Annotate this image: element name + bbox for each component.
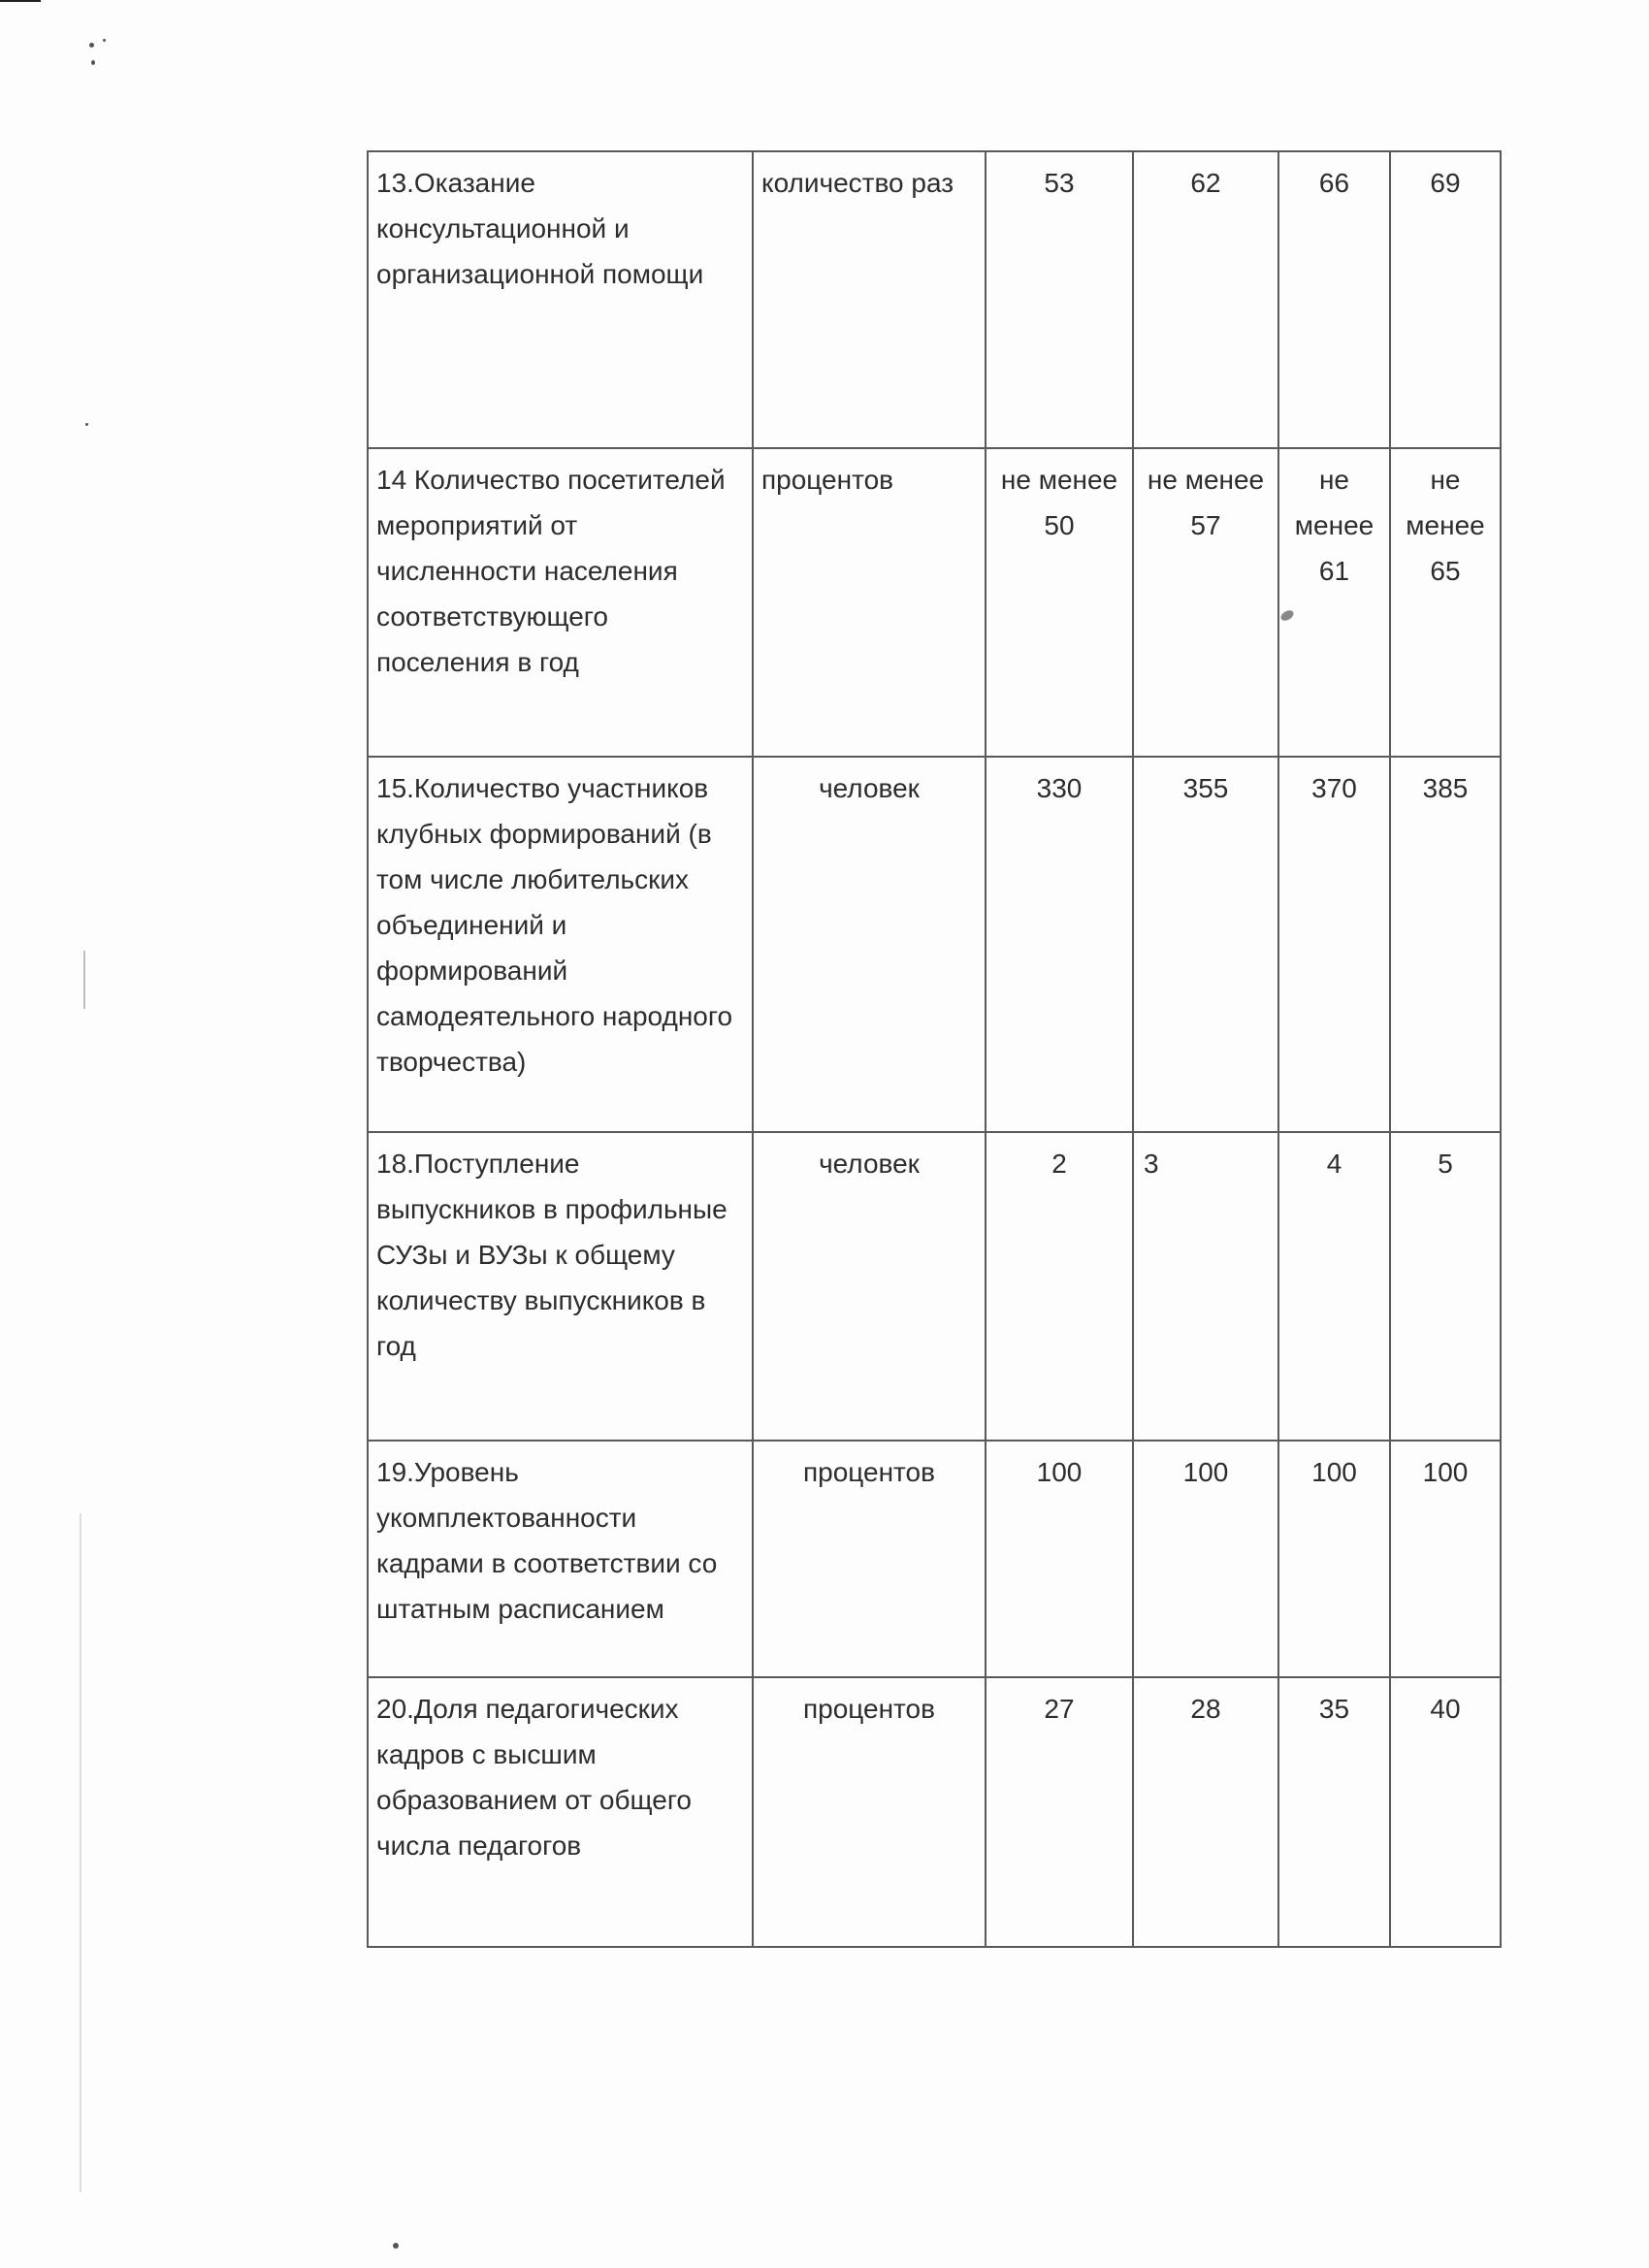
indicator-name: 19.Уровень укомплектованности кадрами в соответствии со штатным расписанием bbox=[368, 1441, 753, 1677]
value-cell: 355 bbox=[1133, 757, 1278, 1132]
value-cell: не менее 65 bbox=[1390, 448, 1501, 757]
value-cell: 66 bbox=[1278, 151, 1390, 448]
value-cell: не менее 50 bbox=[986, 448, 1133, 757]
value-cell: 5 bbox=[1390, 1132, 1501, 1441]
value-cell: 40 bbox=[1390, 1677, 1501, 1947]
table-row bbox=[368, 151, 1501, 448]
table-row bbox=[368, 448, 1501, 757]
scan-streak bbox=[83, 951, 85, 1009]
unit-cell: процентов bbox=[753, 448, 986, 757]
indicator-name: 15.Количество участников клубных формирований (в том числе любительских объединений и формирований самодеятельного народного творчества) bbox=[368, 757, 753, 1132]
table-row bbox=[368, 1132, 1501, 1441]
value-cell: 27 bbox=[986, 1677, 1133, 1947]
value-cell: 3 bbox=[1133, 1132, 1278, 1441]
unit-cell: процентов bbox=[753, 1441, 986, 1677]
value-cell: 35 bbox=[1278, 1677, 1390, 1947]
scan-speck bbox=[103, 39, 106, 42]
value-cell: 100 bbox=[1390, 1441, 1501, 1677]
value-cell: 2 bbox=[986, 1132, 1133, 1441]
value-cell: 53 bbox=[986, 151, 1133, 448]
scan-streak bbox=[80, 1513, 81, 2192]
table-row bbox=[368, 1677, 1501, 1947]
indicator-name: 18.Поступление выпускников в профильные СУЗы и ВУЗы к общему количеству выпускников в год bbox=[368, 1132, 753, 1441]
unit-cell: количество раз bbox=[753, 151, 986, 448]
value-cell: 100 bbox=[1278, 1441, 1390, 1677]
scan-speck bbox=[91, 60, 95, 65]
scan-speck bbox=[85, 423, 88, 426]
value-cell: не менее 57 bbox=[1133, 448, 1278, 757]
value-cell: 100 bbox=[1133, 1441, 1278, 1677]
scan-edge-mark bbox=[0, 0, 41, 2]
unit-cell: человек bbox=[753, 757, 986, 1132]
value-cell: 62 bbox=[1133, 151, 1278, 448]
table-row bbox=[368, 1441, 1501, 1677]
unit-cell: процентов bbox=[753, 1677, 986, 1947]
value-cell: 28 bbox=[1133, 1677, 1278, 1947]
indicator-name: 20.Доля педагогических кадров с высшим образованием от общего числа педагогов bbox=[368, 1677, 753, 1947]
scan-speck bbox=[89, 43, 94, 48]
value-cell: 330 bbox=[986, 757, 1133, 1132]
metrics-table bbox=[367, 150, 1502, 1948]
value-cell: 370 bbox=[1278, 757, 1390, 1132]
value-cell: 69 bbox=[1390, 151, 1501, 448]
value-cell: 100 bbox=[986, 1441, 1133, 1677]
value-cell: не менее 61 bbox=[1278, 448, 1390, 757]
table-row bbox=[368, 757, 1501, 1132]
value-cell: 385 bbox=[1390, 757, 1501, 1132]
unit-cell: человек bbox=[753, 1132, 986, 1441]
scan-speck bbox=[393, 2243, 399, 2249]
indicator-name: 13.Оказание консультационной и организационной помощи bbox=[368, 151, 753, 448]
indicator-name: 14 Количество посетителей мероприятий от численности населения соответствующего поселения в год bbox=[368, 448, 753, 757]
value-cell: 4 bbox=[1278, 1132, 1390, 1441]
